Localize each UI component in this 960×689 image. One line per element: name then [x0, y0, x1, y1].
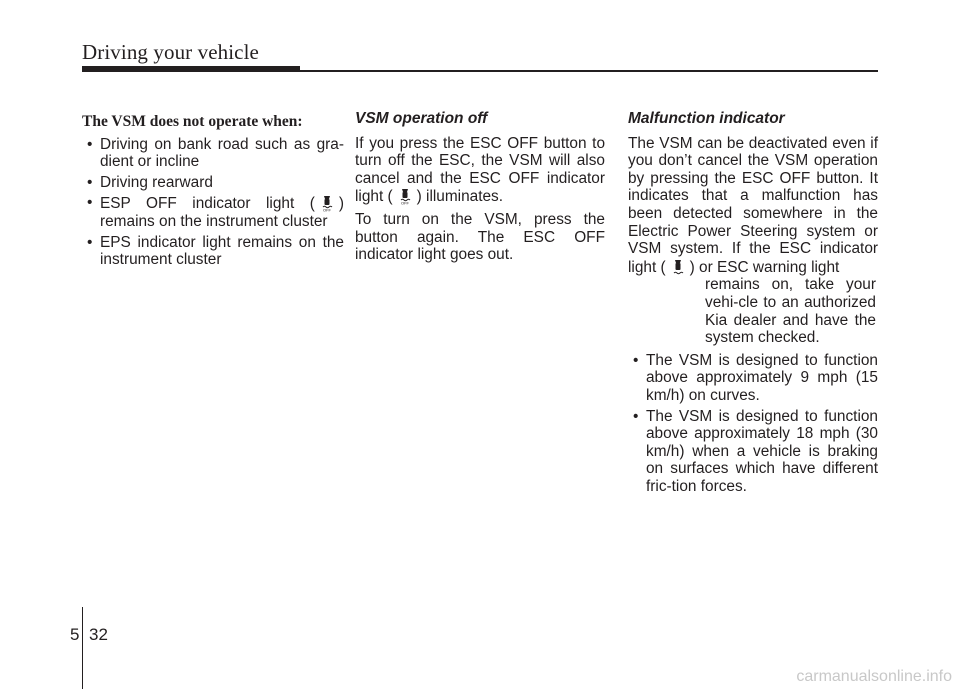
section-header-title: Driving your vehicle [82, 40, 259, 64]
chapter-number: 5 [70, 625, 80, 644]
vsm-off-paragraph-1: If you press the ESC OFF button to turn off the ESC, the VSM will also cancel and the ESC OFF indicator light ( OFF ) illuminates. [355, 134, 605, 206]
watermark-text: carmanualsonline.info [796, 668, 952, 685]
page-number: 32 [89, 625, 108, 644]
header-rule-thick [82, 66, 300, 72]
bullet-dot: • [87, 233, 93, 251]
list-item: • ESP OFF indicator light ( OFF ) remains on the instrument cluster [87, 194, 344, 230]
svg-text:OFF: OFF [322, 207, 331, 213]
esc-indicator-icon [669, 258, 687, 276]
vsm-design-list [628, 352, 878, 496]
esc-off-indicator-icon [396, 187, 414, 205]
bullet-dot: • [87, 135, 93, 153]
footer-divider [82, 607, 83, 689]
vsm-conditions-list [82, 136, 344, 269]
bullet-dot: • [633, 351, 639, 369]
vsm-not-operate-heading: The VSM does not operate when: [82, 113, 303, 130]
vsm-operation-off-heading: VSM operation off [355, 110, 488, 127]
bullet-dot: • [87, 173, 93, 191]
malfunction-paragraph: The VSM can be deactivated even if you don’t cancel the VSM operation by pressing the ESC OFF button. It indicates that a malfunction has been detected somewhere in the Electric Power Steering system or VSM system. If the ESC indicator light ( ) or ESC warning light remains on, take your vehi-cle to an authorized Kia dealer and have the system checked. [628, 134, 878, 347]
list-item: • EPS indicator light remains on the instrument cluster [87, 233, 344, 269]
header-rule-thin [300, 70, 878, 72]
list-item: • The VSM is designed to function above approximately 9 mph (15 km/h) on curves. [633, 351, 878, 404]
list-item: • The VSM is designed to function above approximately 18 mph (30 km/h) when a vehicle is braking on surfaces which have different fric-tion forces. [633, 407, 878, 495]
bullet-dot: • [87, 194, 93, 212]
list-item: • Driving rearward [87, 173, 213, 191]
svg-text:OFF: OFF [400, 200, 409, 206]
column-vsm-operation-off [355, 110, 605, 269]
esc-off-indicator-icon [318, 194, 336, 212]
list-item: • Driving on bank road such as gra-dient or incline [87, 135, 344, 171]
column-malfunction-indicator [628, 110, 878, 498]
malfunction-indicator-heading: Malfunction indicator [628, 110, 785, 127]
column-vsm-conditions [82, 110, 344, 272]
bullet-dot: • [633, 407, 639, 425]
vsm-off-paragraph-2: To turn on the VSM, press the button again. The ESC OFF indicator light goes out. [355, 210, 605, 264]
